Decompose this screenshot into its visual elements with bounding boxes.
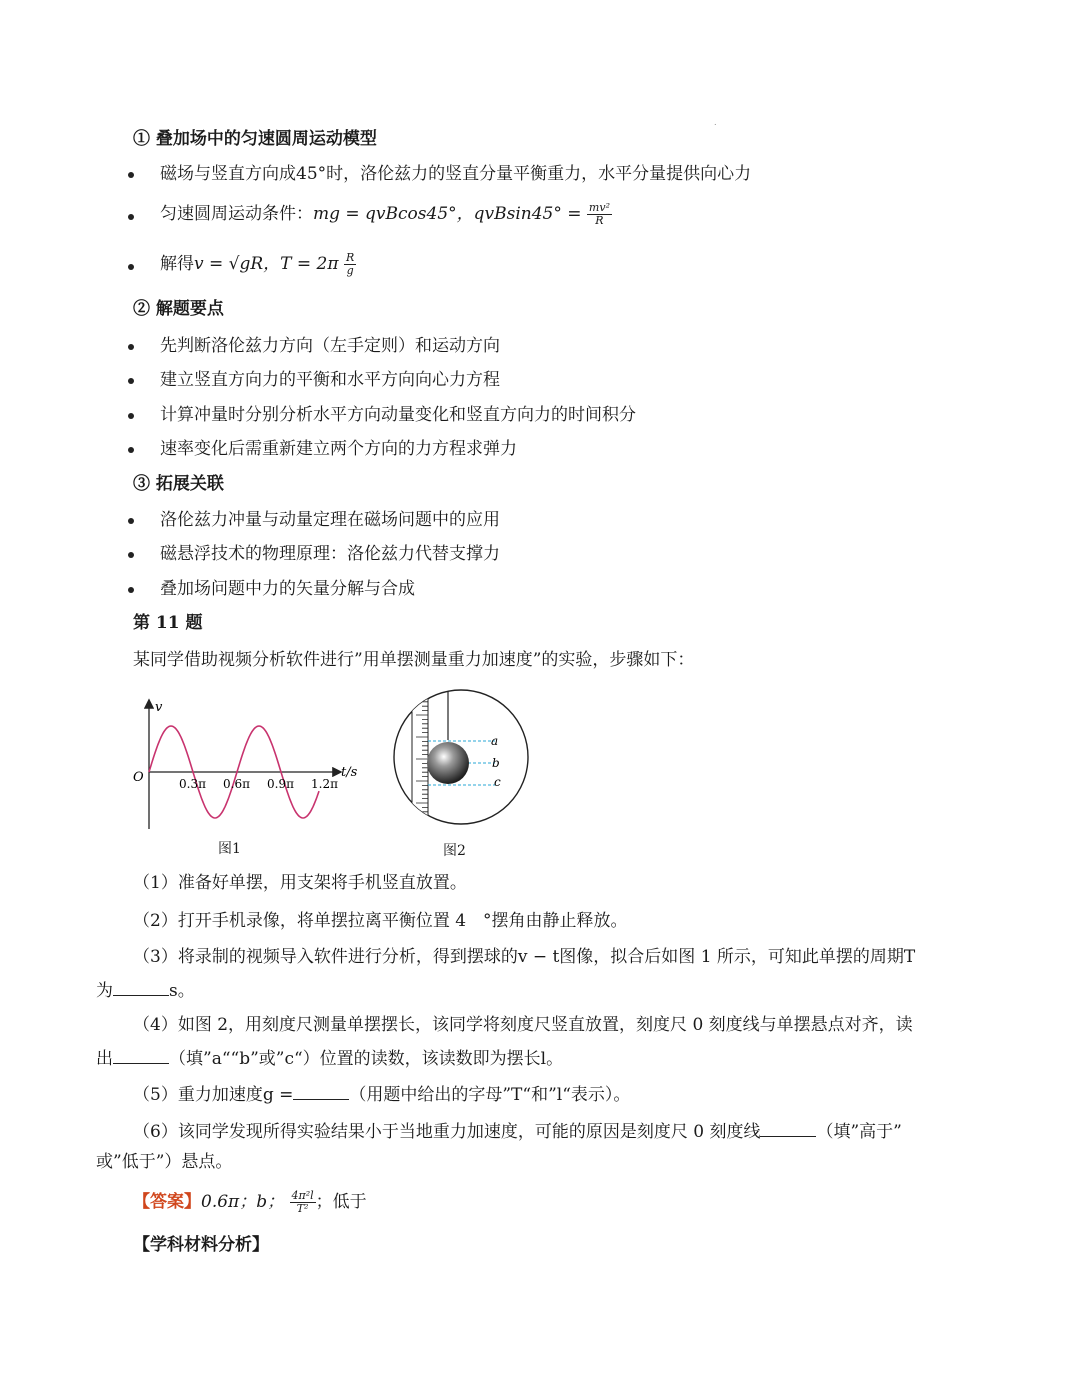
step3-prefix: 为 (96, 981, 113, 1001)
answer-frac-den: T² (296, 1202, 309, 1215)
section2-item: 计算冲量时分别分析水平方向动量变化和竖直方向力的时间积分 (160, 405, 636, 425)
bullet2-equation: mg = qvBcos45°，qvBsin45° = (313, 204, 582, 224)
bullet3-frac-num: R (345, 251, 355, 264)
bullet3-prefix: 解得 (160, 254, 194, 274)
answer-blank-period[interactable] (113, 977, 169, 996)
section1-bullet3 (160, 252, 356, 277)
x-tick-label: 0.9π (267, 777, 294, 791)
section3-heading: ③ 拓展关联 (133, 474, 224, 494)
bullet2-frac-num: mv² (588, 201, 610, 214)
bullet-dot (128, 518, 134, 524)
figure1-caption: 图1 (218, 841, 241, 857)
section1-bullet2 (160, 202, 612, 227)
step3-line1: （3）将录制的视频导入软件进行分析，得到摆球的v − t图像，拟合后如图 1 所示，可知此单摆的周期T (133, 947, 916, 967)
bullet3-fraction (344, 252, 356, 277)
figure2-ruler-diagram (390, 685, 535, 830)
answer-blank-ruler[interactable] (760, 1118, 816, 1137)
bullet-dot (128, 214, 134, 220)
answer-label: 【答案】 (133, 1192, 201, 1212)
step6-suffix: （填”高于” (816, 1122, 902, 1142)
step5 (133, 1081, 630, 1107)
section2-item: 速率变化后需重新建立两个方向的力方程求弹力 (160, 439, 517, 459)
analysis-heading: 【学科材料分析】 (133, 1235, 269, 1255)
ruler (412, 685, 428, 830)
x-axis-label: t/s (341, 765, 358, 780)
answer-frac-num: 4π²l (291, 1189, 314, 1202)
question-intro: 某同学借助视频分析软件进行”用单摆测量重力加速度”的实验，步骤如下： (133, 650, 695, 670)
x-tick-label: 0.6π (223, 777, 250, 791)
label-c: c (494, 775, 501, 789)
pendulum-bob (427, 742, 469, 784)
label-b: b (492, 756, 500, 770)
step5-prefix: （5）重力加速度g = (133, 1085, 294, 1105)
answer-blank-gravity[interactable] (293, 1081, 349, 1100)
step4-suffix: （填”a““b”或”c“）位置的读数，该读数即为摆长l。 (169, 1049, 564, 1069)
step6-line1 (133, 1118, 902, 1144)
figure2-caption: 图2 (443, 843, 466, 859)
x-tick-label: 1.2π (311, 777, 338, 791)
answer-part2: ；低于 (315, 1192, 367, 1212)
step4-prefix: 出 (96, 1049, 113, 1069)
bullet3-equation: v = √gR，T = 2π (194, 254, 339, 274)
y-axis-label: v (155, 700, 163, 715)
bullet-dot (128, 413, 134, 419)
step6-prefix: （6）该同学发现所得实验结果小于当地重力加速度，可能的原因是刻度尺 0 刻度线 (133, 1122, 761, 1142)
x-tick-label: 0.3π (179, 777, 206, 791)
bullet2-fraction (587, 202, 612, 227)
section2-heading: ② 解题要点 (133, 299, 224, 319)
origin-label: O (133, 770, 144, 785)
step1: （1）准备好单摆，用支架将手机竖直放置。 (133, 873, 467, 893)
label-a: a (491, 734, 499, 748)
section3-item: 洛伦兹力冲量与动量定理在磁场问题中的应用 (160, 510, 500, 530)
step4-line1: （4）如图 2，用刻度尺测量单摆摆长，该同学将刻度尺竖直放置，刻度尺 0 刻度线与单摆悬点对齐，读 (133, 1015, 913, 1035)
step5-suffix: （用题中给出的字母”T“和”l“表示）。 (349, 1085, 631, 1105)
answer-part1: 0.6π；b； (201, 1192, 285, 1212)
step3-suffix: s。 (169, 981, 195, 1001)
bullet-dot (128, 344, 134, 350)
bullet3-frac-den: g (346, 264, 354, 277)
section2-item: 先判断洛伦兹力方向（左手定则）和运动方向 (160, 336, 500, 356)
section3-item: 磁悬浮技术的物理原理：洛伦兹力代替支撑力 (160, 544, 500, 564)
section1-bullet1: 磁场与竖直方向成45°时，洛伦兹力的竖直分量平衡重力，水平分量提供向心力 (160, 164, 752, 184)
bullet-dot (128, 447, 134, 453)
bullet-dot (128, 172, 134, 178)
bullet-dot (128, 552, 134, 558)
answer-fraction (290, 1190, 316, 1215)
question-title: 第 11 题 (133, 613, 203, 633)
step2: （2）打开手机录像，将单摆拉离平衡位置 4 °摆角由静止释放。 (133, 911, 628, 931)
step4-line2 (96, 1045, 563, 1071)
figure1-chart (130, 695, 370, 835)
answer-line (133, 1190, 367, 1215)
section2-item: 建立竖直方向力的平衡和水平方向向心力方程 (160, 370, 500, 390)
bullet-dot (128, 264, 134, 270)
bullet-dot (128, 378, 134, 384)
section1-heading: ① 叠加场中的匀速圆周运动模型 (133, 129, 377, 149)
bullet2-frac-den: R (595, 214, 604, 227)
step6-line2: 或”低于”）悬点。 (96, 1152, 233, 1172)
step3-line2 (96, 977, 195, 1003)
bullet2-prefix: 匀速圆周运动条件： (160, 204, 313, 224)
page-mark: . (714, 118, 717, 127)
section3-item: 叠加场问题中力的矢量分解与合成 (160, 579, 415, 599)
answer-blank-position[interactable] (113, 1045, 169, 1064)
bullet-dot (128, 587, 134, 593)
